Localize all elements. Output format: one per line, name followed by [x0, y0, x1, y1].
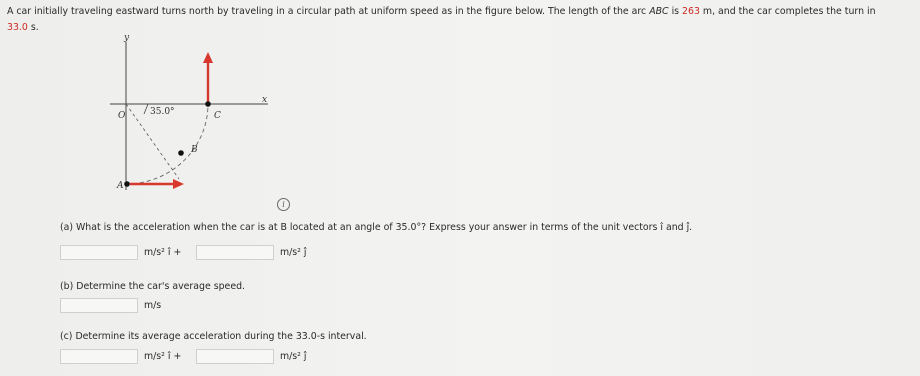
point-b-label: B — [191, 145, 198, 155]
velocity-arrowhead-a — [173, 179, 184, 189]
part-a-i-input[interactable] — [60, 245, 138, 260]
part-c-j-input[interactable] — [196, 349, 274, 364]
part-a-unit-i: m/s² î + — [144, 247, 182, 258]
part-a-j-input[interactable] — [196, 245, 274, 260]
time-value: 33.0 — [7, 22, 28, 33]
point-a-label: A — [117, 181, 124, 191]
part-a-unit-j: m/s² ĵ — [280, 247, 307, 258]
x-axis-label: x — [262, 95, 268, 105]
origin-label: O — [118, 111, 126, 121]
velocity-arrowhead-c — [203, 52, 213, 63]
circular-path-figure — [100, 28, 290, 198]
problem-statement: A car initially traveling eastward turns north by traveling in a circular path at uniform speed as in the figure below. The length of the arc ABC is 263 m, and the car completes the turn in 33.0 s. — [7, 6, 876, 33]
part-b-question: (b) Determine the car's average speed. — [60, 281, 246, 292]
angle-indicator — [144, 104, 148, 114]
info-icon[interactable]: i — [277, 198, 290, 211]
angle-label: 35.0° — [150, 107, 175, 117]
part-c-question: (c) Determine its average acceleration during the 33.0-s interval. — [60, 331, 367, 342]
point-a-dot — [124, 181, 130, 187]
part-a-question: (a) What is the acceleration when the car is at B located at an angle of 35.0°? Express your answer in terms of the unit vectors î and ĵ. — [60, 222, 693, 233]
point-c-dot — [205, 101, 211, 107]
arc-length-value: 263 — [682, 6, 700, 17]
part-b-speed-input[interactable] — [60, 298, 138, 313]
part-c-i-input[interactable] — [60, 349, 138, 364]
part-b-unit: m/s — [144, 300, 162, 311]
point-b-dot — [178, 150, 184, 156]
point-c-label: C — [214, 111, 221, 121]
part-c-unit-i: m/s² î + — [144, 351, 182, 362]
y-axis-label: y — [124, 33, 130, 43]
part-c-unit-j: m/s² ĵ — [280, 351, 307, 362]
arc-name: ABC — [649, 6, 669, 17]
